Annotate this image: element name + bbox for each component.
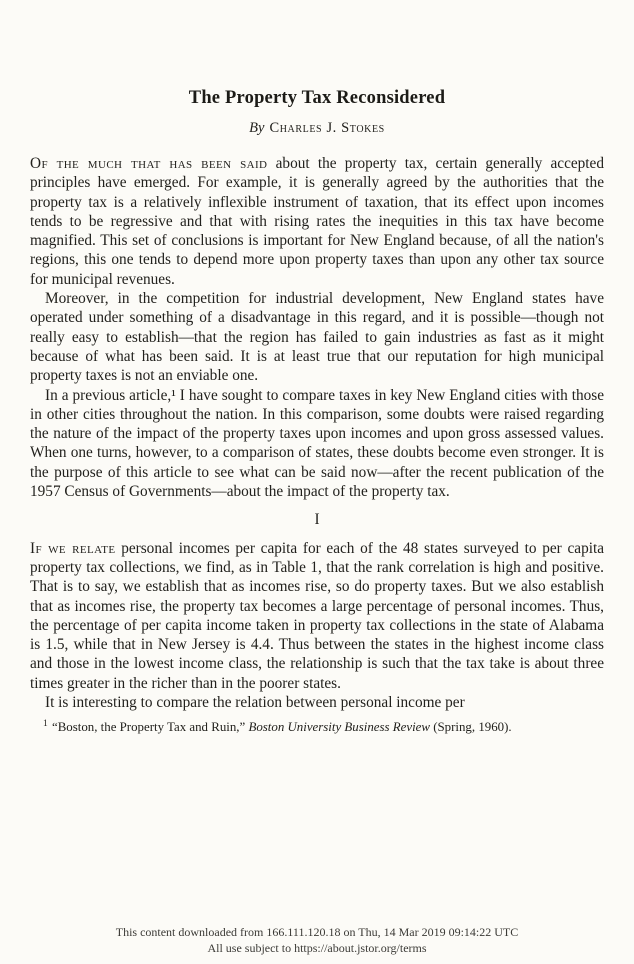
byline-by: By <box>249 120 265 136</box>
paragraph: It is interesting to compare the relation between personal income per <box>45 694 465 712</box>
article-body <box>30 154 604 736</box>
paragraph-lead-smallcaps: Of the much that has been said <box>30 155 268 172</box>
footer-download-line: This content downloaded from 166.111.120.18 on Thu, 14 Mar 2019 09:14:22 UTC <box>115 925 519 939</box>
paragraph: In a previous article,¹ I have sought to compare taxes in key New England cities with those in other cities throughout the nation. In this comparison, some doubts were raised regarding the nature of the impact of the property taxes upon incomes and upon gross assessed values. When one turns, however, to a comparison of states, these doubts become even stronger. It is the purpose of this article to see what can be said now—after the recent publication of the 1957 Census of Governments—about the impact of the property tax. <box>30 386 604 501</box>
paragraph-text: about the property tax, certain generally accepted principles have emerged. For example, it is generally agreed by the authorities that the property tax is a relatively inflexible instrument of taxation, that its effect upon incomes tends to be regressive and that with rising rates the inequities in this tax have become magnified. This set of conclusions is important for New England because, of all the nation's regions, this one tends to depend more upon property taxes than upon any other tax source for municipal revenues. <box>30 155 604 288</box>
paragraph-text: personal incomes per capita for each of the 48 states surveyed to per capita property tax collections, we find, as in Table 1, that the rank correlation is high and positive. That is to say, we establish that as incomes rise, so do property taxes. But we also establish that as incomes rise, the property tax becomes a large percentage of personal incomes. Thus, the percentage of per capita income taken in property tax collections in the state of Alabama is 1.5, while that in New Jersey is 4.4. Thus between the states in the highest income class and those in the lowest income class, the relationship is such that the tax take is about three times greater in the richer than in the poorer states. <box>30 539 605 692</box>
footnote-journal-title: Boston University Business Review <box>248 720 430 735</box>
footnote-marker: 1 <box>43 719 48 730</box>
jstor-footer <box>0 925 634 956</box>
footer-terms-line: All use subject to https://about.jstor.org/terms <box>207 940 427 955</box>
article-title: The Property Tax Reconsidered <box>188 88 446 108</box>
paragraph <box>30 539 604 693</box>
footnote-text-end: (Spring, 1960). <box>429 720 512 735</box>
paragraph-lead-smallcaps: If we relate <box>30 539 116 557</box>
footnote-text: “Boston, the Property Tax and Ruin,” <box>48 720 249 735</box>
paragraph <box>30 154 604 289</box>
paragraph: Moreover, in the competition for industrial development, New England states have operated under something of a disadvantage in this regard, and it is possible—though not really easy to establish—that the region has failed to gain industries as fast as it might because of what has been said. It is at least true that our reputation for high municipal property taxes is not an enviable one. <box>30 290 604 385</box>
byline-author: Charles J. Stokes <box>269 120 385 136</box>
footnote <box>30 719 604 736</box>
article-byline <box>30 120 604 137</box>
section-heading: I <box>314 511 320 529</box>
